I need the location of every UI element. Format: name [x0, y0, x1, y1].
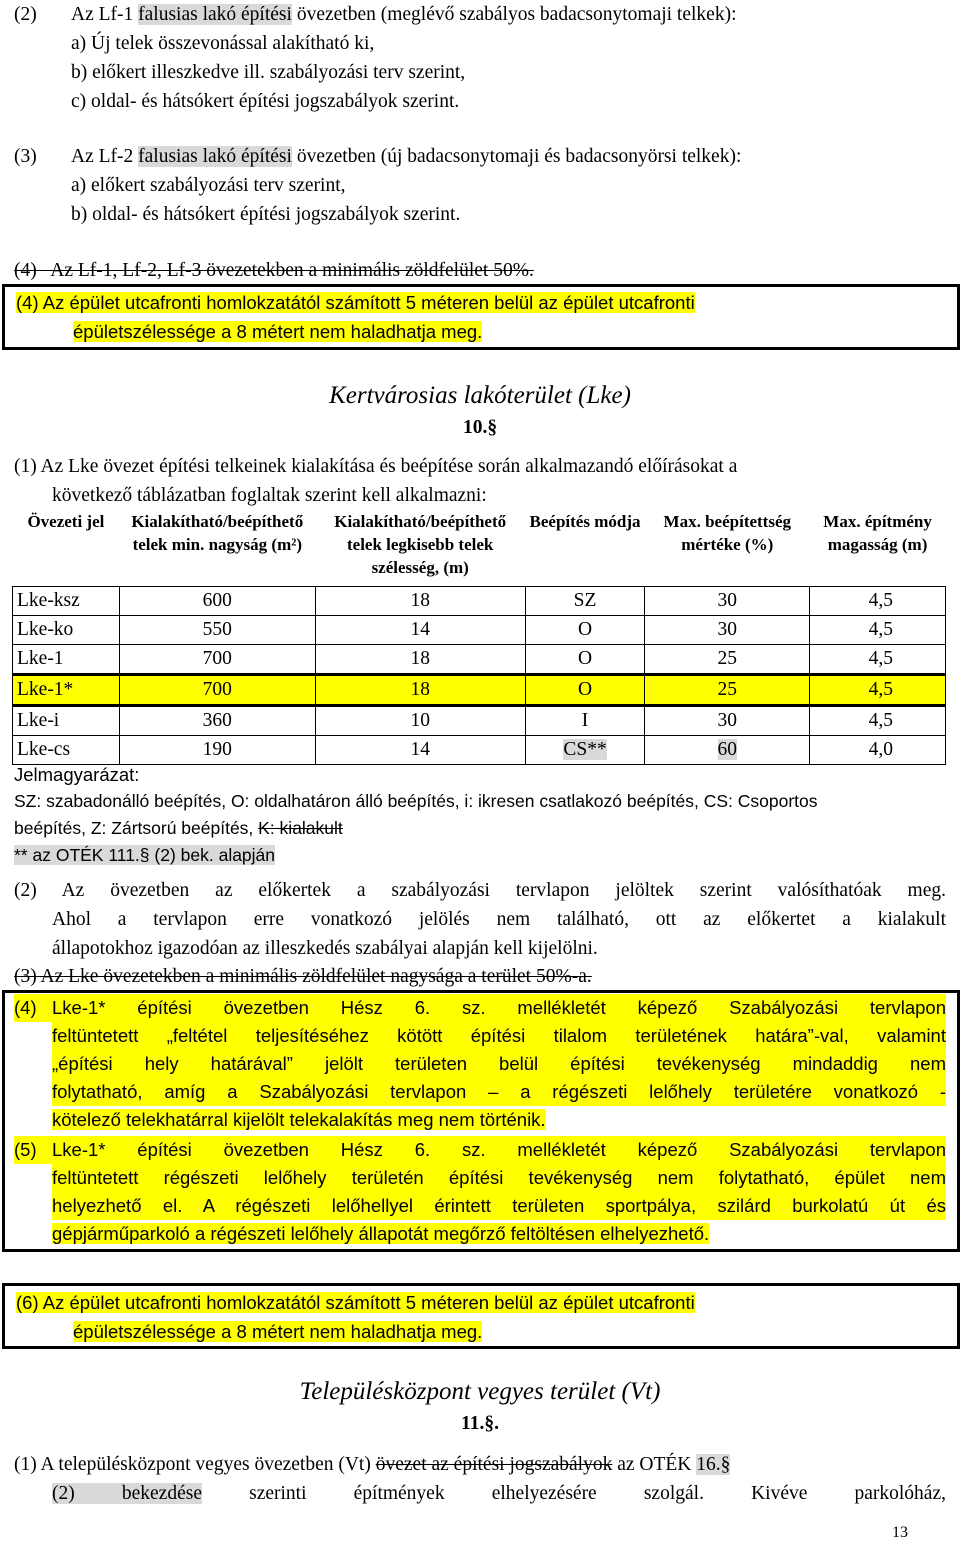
- table-cell: 4,5: [810, 644, 946, 674]
- table-cell: 600: [119, 586, 315, 615]
- list-item: a) Új telek összevonással alakítható ki,: [71, 33, 375, 54]
- amendment-text: helyezhető el. A régészeti lelőhellyel érintett területen sportpálya, szilárd burkolatú út és: [52, 1192, 946, 1220]
- legend-text: beépítés, Z: Zártsorú beépítés,: [14, 818, 259, 838]
- paragraph-number: (4): [16, 292, 39, 313]
- amendment-text: folytatható, amíg a Szabályozási tervlapon – a régészeti lelőhely területére vonatkozó -: [52, 1078, 946, 1106]
- table-cell: Lke-i: [13, 705, 120, 735]
- table-cell: 4,0: [810, 735, 946, 764]
- paragraph-number: (4): [14, 994, 52, 1022]
- table-cell: 30: [645, 586, 810, 615]
- table-cell: O: [525, 615, 645, 644]
- section-number: 10.§: [462, 417, 498, 438]
- page-number: 13: [892, 1524, 908, 1541]
- highlighted-text: 16.§: [696, 1454, 731, 1475]
- struck-text: övezet az építési jogszabályok: [375, 1454, 613, 1475]
- paragraph-number: (2): [14, 4, 37, 25]
- table-row: [13, 735, 946, 764]
- lke-paragraph-2: [14, 876, 946, 963]
- text: övezetben (új badacsonytomaji és badacsonyörsi telkek):: [291, 146, 742, 167]
- text: övezetben (meglévő szabályos badacsonytomaji telkek):: [291, 4, 737, 25]
- paragraph-number: (3): [14, 146, 37, 167]
- legend-text: ** az OTÉK 111.§ (2) bek. alapján: [14, 845, 276, 865]
- text: Az övezetben az előkertek a szabályozási tervlapon jelöltek szerint valósíthatóak meg.: [61, 880, 946, 901]
- vt-paragraph-1: [14, 1450, 946, 1508]
- table-row: [13, 586, 946, 615]
- table-cell: 4,5: [810, 674, 946, 705]
- table-cell: 18: [315, 674, 525, 705]
- highlighted-text: falusias lakó építési: [138, 4, 292, 25]
- amendment-text: Lke-1* építési övezetben Hész 6. sz. mellékletét képező Szabályozási tervlapon: [52, 994, 946, 1022]
- table-row: [13, 644, 946, 674]
- amendment-text: kötelező telekhatárral kijelölt telekalakítás meg nem történik.: [52, 1109, 546, 1130]
- struck-paragraph: (4) Az Lf-1, Lf-2, Lf-3 övezetekben a minimális zöldfelület 50%.: [14, 260, 534, 281]
- table-cell: 30: [645, 705, 810, 735]
- table-row: [13, 615, 946, 644]
- table-cell: 4,5: [810, 586, 946, 615]
- table-cell: 190: [119, 735, 315, 764]
- list-item: b) előkert illeszkedve ill. szabályozási terv szerint,: [71, 62, 466, 83]
- table-cell: 10: [315, 705, 525, 735]
- column-header: Beépítés módja: [529, 512, 641, 531]
- legend: [14, 761, 946, 869]
- table-cell: 700: [119, 674, 315, 705]
- paragraph-number: (2): [14, 880, 37, 901]
- section-number: 11.§.: [461, 1413, 499, 1434]
- section-title: Településközpont vegyes terület (Vt): [299, 1378, 661, 1405]
- table-cell: Lke-ko: [13, 615, 120, 644]
- amendment-text: gépjárműparkoló a régészeti lelőhely állapotát megőrző feltöltésen elhelyezhető.: [52, 1223, 710, 1244]
- table-cell: 25: [645, 644, 810, 674]
- paragraph-number: (6): [16, 1292, 39, 1313]
- table-cell: O: [525, 674, 645, 705]
- column-header: Kialakítható/beépíthető telek legkisebb telek szélesség, (m): [334, 512, 507, 577]
- list-item: b) oldal- és hátsókert építési jogszabályok szerint.: [71, 204, 461, 225]
- table-cell: Lke-1*: [13, 674, 120, 705]
- lke-paragraph-5: [14, 1136, 946, 1248]
- column-header: Övezeti jel: [27, 512, 105, 531]
- lf-paragraph-3: [14, 142, 946, 229]
- highlighted-text: (2) bekezdése: [52, 1483, 202, 1504]
- table-cell: Lke-ksz: [13, 586, 120, 615]
- text: az OTÉK: [612, 1454, 697, 1475]
- table-cell: 550: [119, 615, 315, 644]
- table-cell: 18: [315, 644, 525, 674]
- amendment-text: épületszélessége a 8 métert nem haladhatja meg.: [73, 321, 483, 342]
- legend-text: SZ: szabadonálló beépítés, O: oldalhatáron álló beépítés, i: ikresen csatlakozó beépítés, CS: Csoportos: [14, 791, 818, 811]
- table-cell: 360: [119, 705, 315, 735]
- text: (1) A településközpont vegyes övezetben (Vt): [14, 1454, 376, 1475]
- table-cell: 700: [119, 644, 315, 674]
- amendment-box: [2, 1283, 960, 1349]
- legend-title: Jelmagyarázat:: [14, 764, 140, 785]
- list-item: a) előkert szabályozási terv szerint,: [71, 175, 346, 196]
- amendment-text: feltüntetett „feltétel teljesítéséhez kötött építési tilalom területének határa”-val, valamint: [52, 1022, 946, 1050]
- struck-paragraph: (3) Az Lke övezetekben a minimális zöldfelület nagysága a terület 50%-a.: [14, 966, 592, 987]
- table-cell: Lke-1: [13, 644, 120, 674]
- table-cell: 25: [645, 674, 810, 705]
- lf-paragraph-2: [14, 0, 946, 116]
- table-cell: CS**: [563, 738, 607, 760]
- text: állapotokhoz igazodóan az illeszkedés szabályai alapján kell kijelölni.: [52, 938, 598, 959]
- amendment-text: Az épület utcafronti homlokzatától számított 5 méteren belül az épület utcafronti: [42, 292, 695, 313]
- highlighted-text: falusias lakó építési: [138, 146, 292, 167]
- table-cell: 14: [315, 735, 525, 764]
- table-cell: Lke-cs: [13, 735, 120, 764]
- amendment-text: Lke-1* építési övezetben Hész 6. sz. mellékletét képező Szabályozási tervlapon: [52, 1136, 946, 1164]
- table-cell: I: [525, 705, 645, 735]
- paragraph-number: (5): [14, 1136, 52, 1164]
- table-row-highlighted: [13, 674, 946, 705]
- struck-text: K: kialakult: [258, 818, 343, 838]
- lke-paragraph-1: [14, 452, 946, 510]
- table-cell: 18: [315, 586, 525, 615]
- table-cell: 60: [717, 738, 738, 760]
- table-cell: 14: [315, 615, 525, 644]
- list-item: c) oldal- és hátsókert építési jogszabályok szerint.: [71, 91, 460, 112]
- lke-paragraph-4: [14, 994, 946, 1134]
- table-cell: 4,5: [810, 705, 946, 735]
- amendment-text: feltüntetett régészeti lelőhely területén építési tevékenység nem folytatható, épület nem: [52, 1164, 946, 1192]
- column-header: Max. építmény magasság (m): [823, 512, 932, 554]
- zoning-table: [12, 510, 946, 765]
- text: következő táblázatban foglaltak szerint kell alkalmazni:: [52, 485, 487, 506]
- table-row: [13, 705, 946, 735]
- table-cell: 30: [645, 615, 810, 644]
- table-cell: O: [525, 644, 645, 674]
- column-header: Kialakítható/beépíthető telek min. nagyság (m²): [131, 512, 304, 554]
- amendment-text: Az épület utcafronti homlokzatától számított 5 méteren belül az épület utcafronti: [42, 1292, 695, 1313]
- section-title: Kertvárosias lakóterület (Lke): [329, 382, 631, 409]
- table-cell: 4,5: [810, 615, 946, 644]
- text: szerinti építmények elhelyezésére szolgál. Kivéve parkolóház,: [201, 1483, 946, 1504]
- text: Az Lf-2: [71, 146, 139, 167]
- text: Az Lf-1: [71, 4, 139, 25]
- text: (1) Az Lke övezet építési telkeinek kialakítása és beépítése során alkalmazandó előírásokat a: [14, 456, 738, 477]
- amendment-box: [2, 284, 960, 350]
- amendment-text: épületszélessége a 8 métert nem haladhatja meg.: [73, 1321, 483, 1342]
- column-header: Max. beépítettség mértéke (%): [663, 512, 792, 554]
- table-cell: SZ: [525, 586, 645, 615]
- text: Ahol a tervlapon erre vonatkozó jelölés nem található, ott az előkertet a kialakult: [52, 909, 946, 930]
- amendment-text: „építési hely határával” jelölt területen belül építési tevékenység mindaddig nem: [52, 1050, 946, 1078]
